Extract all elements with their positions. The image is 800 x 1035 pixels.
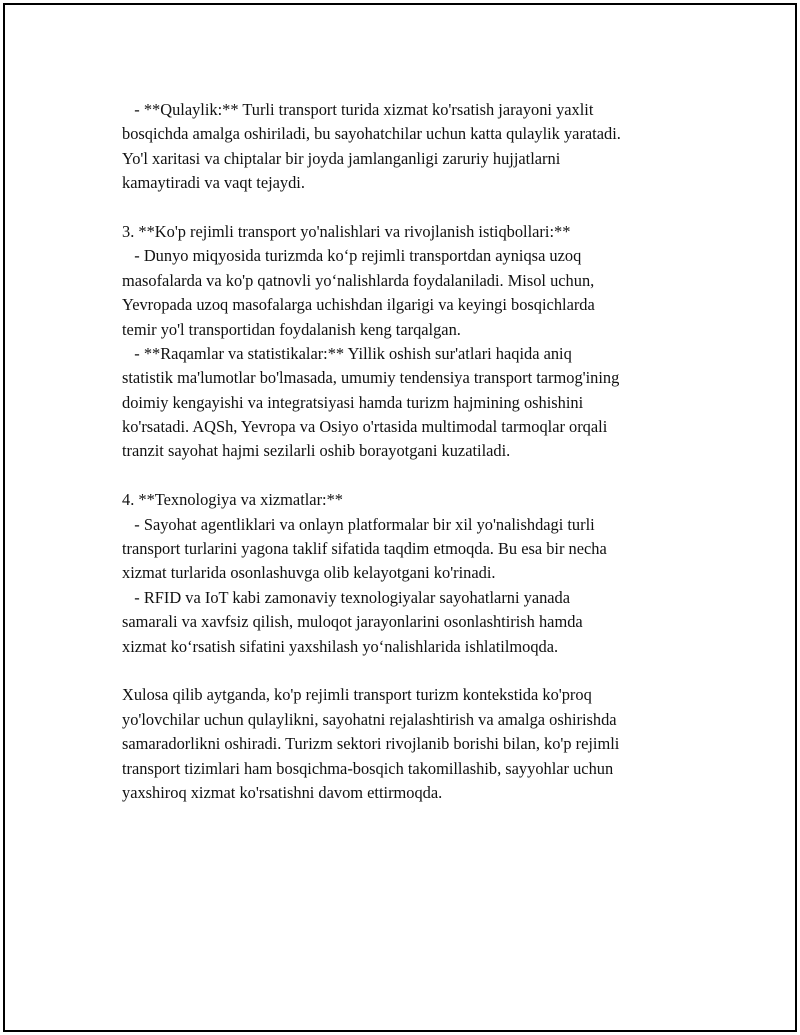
text-line: - **Qulaylik:** Turli transport turida xizmat ko'rsatish jarayoni yaxlit	[122, 100, 594, 119]
paragraph-gap	[122, 196, 702, 220]
text-line: temir yo'l transportidan foydalanish keng tarqalgan.	[122, 319, 461, 339]
text-line: Xulosa qilib aytganda, ko'p rejimli transport turizm kontekstida ko'proq	[122, 685, 592, 705]
text-line: - RFID va IoT kabi zamonaviy texnologiyalar sayohatlarni yanada	[122, 587, 571, 607]
section-heading: 3. **Ko'p rejimli transport yo'nalishlari va rivojlanish istiqbollari:**	[122, 221, 571, 241]
text-line: kamaytiradi va vaqt tejaydi.	[122, 173, 305, 193]
text-line: samarali va xavfsiz qilish, muloqot jarayonlarini osonlashtirish hamda	[122, 612, 583, 632]
text-line: transport tizimlari ham bosqichma-bosqich takomillashib, sayyohlar uchun	[122, 758, 614, 778]
text-line: tranzit sayohat hajmi sezilarli oshib borayotgani kuzatiladi.	[122, 441, 511, 461]
text-line: samaradorlikni oshiradi. Turizm sektori rivojlanib borishi bilan, ko'p rejimli	[122, 734, 620, 754]
paragraph-gap	[122, 659, 702, 683]
page-frame	[3, 3, 797, 1032]
text-line: masofalarda va ko'p qatnovli yo‘nalishlarda foydalaniladi. Misol uchun,	[122, 270, 595, 290]
text-line: - **Raqamlar va statistikalar:** Yillik oshish sur'atlari haqida aniq	[122, 343, 572, 363]
text-line: - Sayohat agentliklari va onlayn platformalar bir xil yo'nalishdagi turli	[122, 514, 595, 534]
paragraph-gap	[122, 464, 702, 488]
text-line: - Dunyo miqyosida turizmda ko‘p rejimli transportdan ayniqsa uzoq	[122, 246, 582, 266]
text-line: transport turlarini yagona taklif sifatida taqdim etmoqda. Bu esa bir necha	[122, 539, 607, 559]
paragraph-conclusion	[122, 683, 702, 805]
text-line: xizmat turlarida osonlashuvga olib kelayotgani ko'rinadi.	[122, 563, 496, 583]
text-line: doimiy kengayishi va integratsiyasi hamda turizm hajmining oshishini	[122, 392, 584, 412]
text-line: Yevropada uzoq masofalarga uchishdan ilgarigi va keyingi bosqichlarda	[122, 295, 595, 315]
text-line: statistik ma'lumotlar bo'lmasada, umumiy tendensiya transport tarmog'ining	[122, 368, 620, 388]
document-body	[122, 98, 702, 805]
paragraph-section-4	[122, 488, 702, 659]
paragraph-section-3	[122, 220, 702, 464]
text-line: yo'lovchilar uchun qulaylikni, sayohatni rejalashtirish va amalga oshirishda	[122, 709, 617, 729]
paragraph-convenience	[122, 98, 702, 196]
text-line: ko'rsatadi. AQSh, Yevropa va Osiyo o'rtasida multimodal tarmoqlar orqali	[122, 417, 608, 437]
text-line: xizmat ko‘rsatish sifatini yaxshilash yo‘nalishlarida ishlatilmoqda.	[122, 636, 559, 656]
text-line: bosqichda amalga oshiriladi, bu sayohatchilar uchun katta qulaylik yaratadi.	[122, 124, 621, 144]
text-line: yaxshiroq xizmat ko'rsatishni davom ettirmoqda.	[122, 782, 443, 802]
section-heading: 4. **Texnologiya va xizmatlar:**	[122, 490, 343, 510]
text-line: Yo'l xaritasi va chiptalar bir joyda jamlanganligi zaruriy hujjatlarni	[122, 148, 561, 168]
